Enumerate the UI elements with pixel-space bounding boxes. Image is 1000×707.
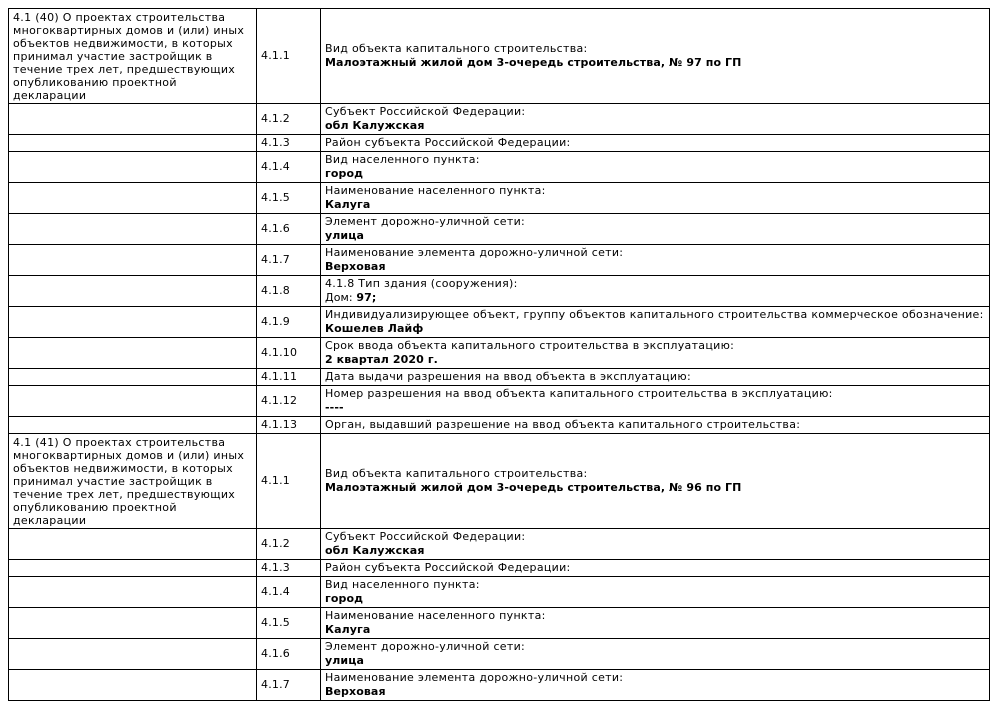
table-row (9, 276, 990, 307)
field-value (325, 260, 985, 274)
row-code-cell (257, 9, 321, 104)
field-value-bold: Калуга (325, 623, 371, 636)
row-code: 4.1.3 (261, 561, 290, 574)
field-label: Индивидуализирующее объект, группу объектов капитального строительства коммерческое обозначение: (325, 308, 984, 321)
row-code: 4.1.6 (261, 647, 290, 660)
row-content-cell (321, 214, 990, 245)
field-value (325, 229, 985, 243)
section-description-cell (9, 434, 257, 529)
row-content-cell (321, 183, 990, 214)
row-code: 4.1.4 (261, 160, 290, 173)
row-content-cell (321, 276, 990, 307)
field-value (325, 623, 985, 637)
table-row (9, 417, 990, 434)
field-value (325, 481, 985, 495)
field-value (325, 198, 985, 212)
row-content-cell (321, 670, 990, 701)
section-description-cell (9, 369, 257, 386)
row-code: 4.1.1 (261, 49, 290, 62)
section-description-cell (9, 152, 257, 183)
table-row (9, 369, 990, 386)
field-value-bold: Верховая (325, 260, 386, 273)
field-label: Наименование населенного пункта: (325, 184, 546, 197)
table-row (9, 670, 990, 701)
row-content-cell (321, 577, 990, 608)
section-description-cell (9, 183, 257, 214)
field-label: Наименование элемента дорожно-уличной сети: (325, 246, 624, 259)
field-value (325, 353, 985, 367)
row-code: 4.1.4 (261, 585, 290, 598)
field-label: Наименование элемента дорожно-уличной сети: (325, 671, 624, 684)
declaration-table-body (9, 9, 990, 701)
field-value (325, 119, 985, 133)
field-value-bold: Малоэтажный жилой дом 3-очередь строительства, № 97 по ГП (325, 56, 742, 69)
row-content-cell (321, 386, 990, 417)
row-code-cell (257, 276, 321, 307)
field-value-bold: обл Калужская (325, 544, 425, 557)
table-row (9, 386, 990, 417)
row-code: 4.1.2 (261, 537, 290, 550)
field-value-bold: 97; (356, 291, 377, 304)
table-row (9, 104, 990, 135)
field-value-bold: улица (325, 229, 365, 242)
field-value-prefix: Дом: (325, 291, 357, 304)
field-label: Район субъекта Российской Федерации: (325, 136, 571, 149)
section-description: 4.1 (40) О проектах строительства многоквартирных домов и (или) иных объектов недвижимости, в которых принимал участие застройщик в течение трех лет, предшествующих опубликованию проектной декларации (13, 11, 245, 102)
row-code-cell (257, 670, 321, 701)
row-code-cell (257, 245, 321, 276)
row-content-cell (321, 9, 990, 104)
row-code-cell (257, 307, 321, 338)
field-label: 4.1.8 Тип здания (сооружения): (325, 277, 518, 290)
field-label: Номер разрешения на ввод объекта капитального строительства в эксплуатацию: (325, 387, 833, 400)
row-code: 4.1.2 (261, 112, 290, 125)
table-row (9, 639, 990, 670)
section-description-cell (9, 560, 257, 577)
field-value (325, 592, 985, 606)
row-code: 4.1.6 (261, 222, 290, 235)
field-label: Вид объекта капитального строительства: (325, 42, 588, 55)
section-description-cell (9, 417, 257, 434)
field-value-bold: Малоэтажный жилой дом 3-очередь строительства, № 96 по ГП (325, 481, 742, 494)
row-content-cell (321, 152, 990, 183)
row-content-cell (321, 417, 990, 434)
row-code: 4.1.8 (261, 284, 290, 297)
field-value (325, 654, 985, 668)
row-code: 4.1.7 (261, 678, 290, 691)
row-content-cell (321, 245, 990, 276)
table-row (9, 245, 990, 276)
section-description-cell (9, 670, 257, 701)
field-value (325, 401, 985, 415)
row-content-cell (321, 434, 990, 529)
section-description-cell (9, 245, 257, 276)
table-row (9, 307, 990, 338)
row-content-cell (321, 560, 990, 577)
field-value-bold: город (325, 167, 364, 180)
field-label: Район субъекта Российской Федерации: (325, 561, 571, 574)
table-row (9, 152, 990, 183)
field-label: Элемент дорожно-уличной сети: (325, 215, 526, 228)
section-description-cell (9, 529, 257, 560)
field-label: Вид объекта капитального строительства: (325, 467, 588, 480)
section-description-cell (9, 104, 257, 135)
section-description-cell (9, 338, 257, 369)
row-code: 4.1.7 (261, 253, 290, 266)
row-content-cell (321, 104, 990, 135)
row-content-cell (321, 135, 990, 152)
field-label: Вид населенного пункта: (325, 153, 480, 166)
table-row (9, 434, 990, 529)
field-label: Срок ввода объекта капитального строительства в эксплуатацию: (325, 339, 735, 352)
section-description-cell (9, 276, 257, 307)
field-value (325, 322, 985, 336)
row-code-cell (257, 608, 321, 639)
field-label: Вид населенного пункта: (325, 578, 480, 591)
row-content-cell (321, 608, 990, 639)
row-code-cell (257, 369, 321, 386)
table-row (9, 560, 990, 577)
section-description-cell (9, 608, 257, 639)
section-description-cell (9, 9, 257, 104)
row-code: 4.1.11 (261, 370, 298, 383)
table-row (9, 214, 990, 245)
row-code-cell (257, 639, 321, 670)
field-value-bold: улица (325, 654, 365, 667)
row-code: 4.1.9 (261, 315, 290, 328)
field-value (325, 291, 985, 305)
table-row (9, 9, 990, 104)
table-row (9, 608, 990, 639)
row-content-cell (321, 338, 990, 369)
row-code-cell (257, 434, 321, 529)
field-label: Орган, выдавший разрешение на ввод объекта капитального строительства: (325, 418, 801, 431)
table-row (9, 529, 990, 560)
row-code-cell (257, 560, 321, 577)
field-label: Дата выдачи разрешения на ввод объекта в эксплуатацию: (325, 370, 691, 383)
field-label: Наименование населенного пункта: (325, 609, 546, 622)
project-declaration-table (8, 8, 990, 701)
section-description-cell (9, 639, 257, 670)
field-value (325, 56, 985, 70)
field-label: Элемент дорожно-уличной сети: (325, 640, 526, 653)
row-code-cell (257, 386, 321, 417)
field-label: Субъект Российской Федерации: (325, 530, 526, 543)
row-content-cell (321, 369, 990, 386)
row-content-cell (321, 639, 990, 670)
field-value (325, 167, 985, 181)
table-row (9, 338, 990, 369)
row-code-cell (257, 135, 321, 152)
row-code: 4.1.13 (261, 418, 298, 431)
row-code-cell (257, 417, 321, 434)
row-code-cell (257, 529, 321, 560)
field-value-bold: Верховая (325, 685, 386, 698)
row-code: 4.1.12 (261, 394, 298, 407)
section-description-cell (9, 386, 257, 417)
table-row (9, 135, 990, 152)
table-row (9, 577, 990, 608)
row-code-cell (257, 577, 321, 608)
row-code: 4.1.5 (261, 191, 290, 204)
field-value-bold: Кошелев Лайф (325, 322, 424, 335)
section-description-cell (9, 577, 257, 608)
field-value-bold: 2 квартал 2020 г. (325, 353, 438, 366)
section-description-cell (9, 307, 257, 338)
row-code-cell (257, 183, 321, 214)
row-content-cell (321, 307, 990, 338)
row-code-cell (257, 104, 321, 135)
row-code-cell (257, 338, 321, 369)
table-row (9, 183, 990, 214)
row-code: 4.1.3 (261, 136, 290, 149)
field-value-bold: Калуга (325, 198, 371, 211)
field-value (325, 544, 985, 558)
field-value-bold: обл Калужская (325, 119, 425, 132)
row-content-cell (321, 529, 990, 560)
field-value (325, 685, 985, 699)
field-label: Субъект Российской Федерации: (325, 105, 526, 118)
section-description: 4.1 (41) О проектах строительства многоквартирных домов и (или) иных объектов недвижимости, в которых принимал участие застройщик в течение трех лет, предшествующих опубликованию проектной декларации (13, 436, 245, 527)
section-description-cell (9, 214, 257, 245)
row-code-cell (257, 214, 321, 245)
row-code: 4.1.10 (261, 346, 298, 359)
field-value-bold: ---- (325, 401, 344, 414)
row-code: 4.1.1 (261, 474, 290, 487)
section-description-cell (9, 135, 257, 152)
row-code-cell (257, 152, 321, 183)
field-value-bold: город (325, 592, 364, 605)
row-code: 4.1.5 (261, 616, 290, 629)
